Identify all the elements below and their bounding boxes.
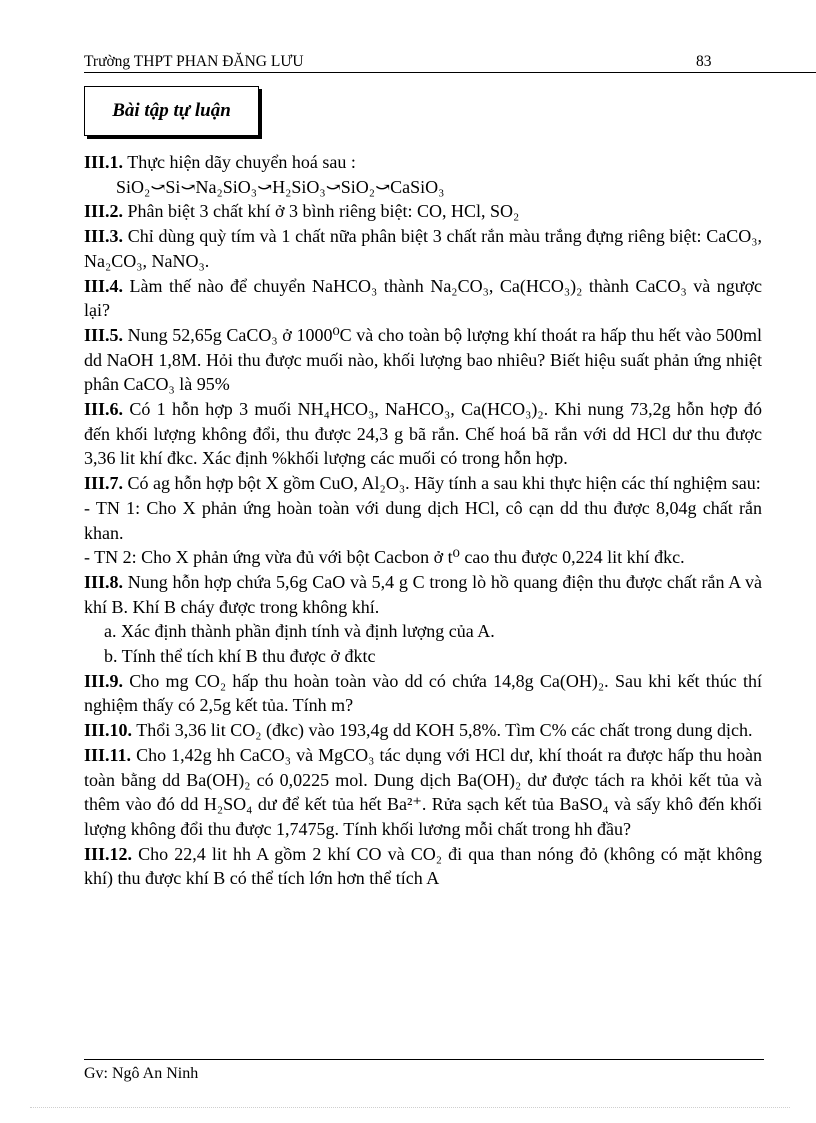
exercise-text: Làm thế nào để chuyển NaHCO₃ thành Na₂CO₃, Ca(HCO₃)₂ thành CaCO₃ và ngược lại? xyxy=(84,275,762,321)
page-header xyxy=(84,50,816,73)
exercise-number: III.2. xyxy=(84,201,124,222)
exercise-text: Nung hỗn hợp chứa 5,6g CaO và 5,4 g C trong lò hồ quang điện thu được chất rắn A và khí B. Khí B cháy được trong không khí. xyxy=(84,571,763,617)
exercise-number: III.12. xyxy=(84,843,133,864)
exercise-8 xyxy=(84,570,762,619)
reaction-chain: SiO₂⤻Si⤻Na₂SiO₃⤻H₂SiO₃⤻SiO₂⤻CaSiO₃ xyxy=(116,176,445,197)
page-bottom-divider xyxy=(30,1107,790,1108)
section-title: Bài tập tự luận xyxy=(112,100,231,121)
exercise-text: Cho mg CO₂ hấp thu hoàn toàn vào dd có chứa 14,8g Ca(OH)₂. Sau khi kết thúc thí nghiệm thấy có 2,5g kết tủa. Tính m? xyxy=(84,670,762,716)
exercise-text: Có 1 hỗn hợp 3 muối NH₄HCO₃, NaHCO₃, Ca(HCO₃)₂. Khi nung 73,2g hỗn hợp đó đến khối lượng không đổi, thu được 24,3 g bã rắn. Chế hoá bã rắn với dd HCl dư thu được 3,36 lit khí đkc. Xác định %khối lượng các muối có trong hỗn hợp. xyxy=(84,399,763,469)
exercise-number: III.1. xyxy=(84,152,124,172)
exercise-9 xyxy=(84,669,762,718)
exercise-5 xyxy=(84,323,762,397)
exercise-number: III.7. xyxy=(84,473,124,494)
exercise-text: Thực hiện dãy chuyển hoá sau : xyxy=(127,152,356,172)
exercise-11 xyxy=(84,743,762,842)
exercise-1 xyxy=(84,150,762,175)
exercise-2 xyxy=(84,199,762,224)
exercise-number: III.11. xyxy=(84,744,132,765)
exercise-7 xyxy=(84,471,762,496)
exercise-text: Cho 22,4 lit hh A gồm 2 khí CO và CO₂ đi qua than nóng đỏ (không có mặt không khí) thu được khí B có thể tích lớn hơn thể tích A xyxy=(84,843,763,889)
exercise-text: Phân biệt 3 chất khí ở 3 bình riêng biệt: CO, HCl, SO₂ xyxy=(127,201,520,222)
exercise-text: Thổi 3,36 lit CO₂ (đkc) vào 193,4g dd KOH 5,8%. Tìm C% các chất trong dung dịch. xyxy=(136,720,753,741)
page-number: 83 xyxy=(696,53,712,70)
exercise-6 xyxy=(84,397,762,471)
page-footer xyxy=(84,1059,764,1083)
section-title-box xyxy=(84,86,259,136)
exercise-text: Cho 1,42g hh CaCO₃ và MgCO₃ tác dụng với HCl dư, khí thoát ra được hấp thu hoàn toàn bằng dd Ba(OH)₂ có 0,0225 mol. Dung dịch Ba(OH)₂ dư được tách ra khỏi kết tủa và thêm vào đó dd H₂SO₄ dư để kết tủa hết Ba²⁺. Rửa sạch kết tủa BaSO₄ và sấy khô đến khối lượng không đổi thu được 1,7475g. Tính khối lương mỗi chất trong hh đầu? xyxy=(84,744,762,839)
exercise-number: III.10. xyxy=(84,720,133,741)
sub-question-a: a. Xác định thành phần định tính và định lượng của A. xyxy=(104,621,495,642)
exercise-number: III.9. xyxy=(84,670,124,691)
exercise-text: Có ag hỗn hợp bột X gồm CuO, Al₂O₃. Hãy tính a sau khi thực hiện các thí nghiệm sau: xyxy=(127,473,761,494)
experiment-2: - TN 2: Cho X phản ứng vừa đủ với bột Cacbon ở t⁰ cao thu được 0,224 lit khí đkc. xyxy=(84,547,685,568)
exercise-number: III.5. xyxy=(84,324,124,345)
exercise-number: III.8. xyxy=(84,571,124,592)
experiment-1: - TN 1: Cho X phản ứng hoàn toàn với dung dịch HCl, cô cạn dd thu được 8,04g chất rắn khan. xyxy=(84,497,762,543)
exercise-number: III.4. xyxy=(84,275,124,296)
exercise-list xyxy=(84,150,762,891)
exercise-number: III.6. xyxy=(84,399,124,420)
exercise-number: III.3. xyxy=(84,226,124,247)
exercise-10 xyxy=(84,718,762,743)
sub-question-b: b. Tính thể tích khí B thu được ở đktc xyxy=(104,646,376,667)
exercise-3 xyxy=(84,224,762,273)
exercise-12 xyxy=(84,842,762,891)
exercise-4 xyxy=(84,274,762,323)
author-name: Gv: Ngô An Ninh xyxy=(84,1065,199,1082)
exercise-text: Chỉ dùng quỳ tím và 1 chất nữa phân biệt 3 chất rắn màu trắng đựng riêng biệt: CaCO₃, Na₂CO₃, NaNO₃. xyxy=(84,226,762,271)
exercise-text: Nung 52,65g CaCO₃ ở 1000⁰C và cho toàn bộ lượng khí thoát ra hấp thu hết vào 500ml dd NaOH 1,8M. Hỏi thu được muối nào, khối lượng bao nhiêu? Biết hiệu suất phản ứng nhiệt phân CaCO₃ là 95% xyxy=(84,324,763,395)
school-name: Trường THPT PHAN ĐĂNG LƯU xyxy=(84,53,304,70)
